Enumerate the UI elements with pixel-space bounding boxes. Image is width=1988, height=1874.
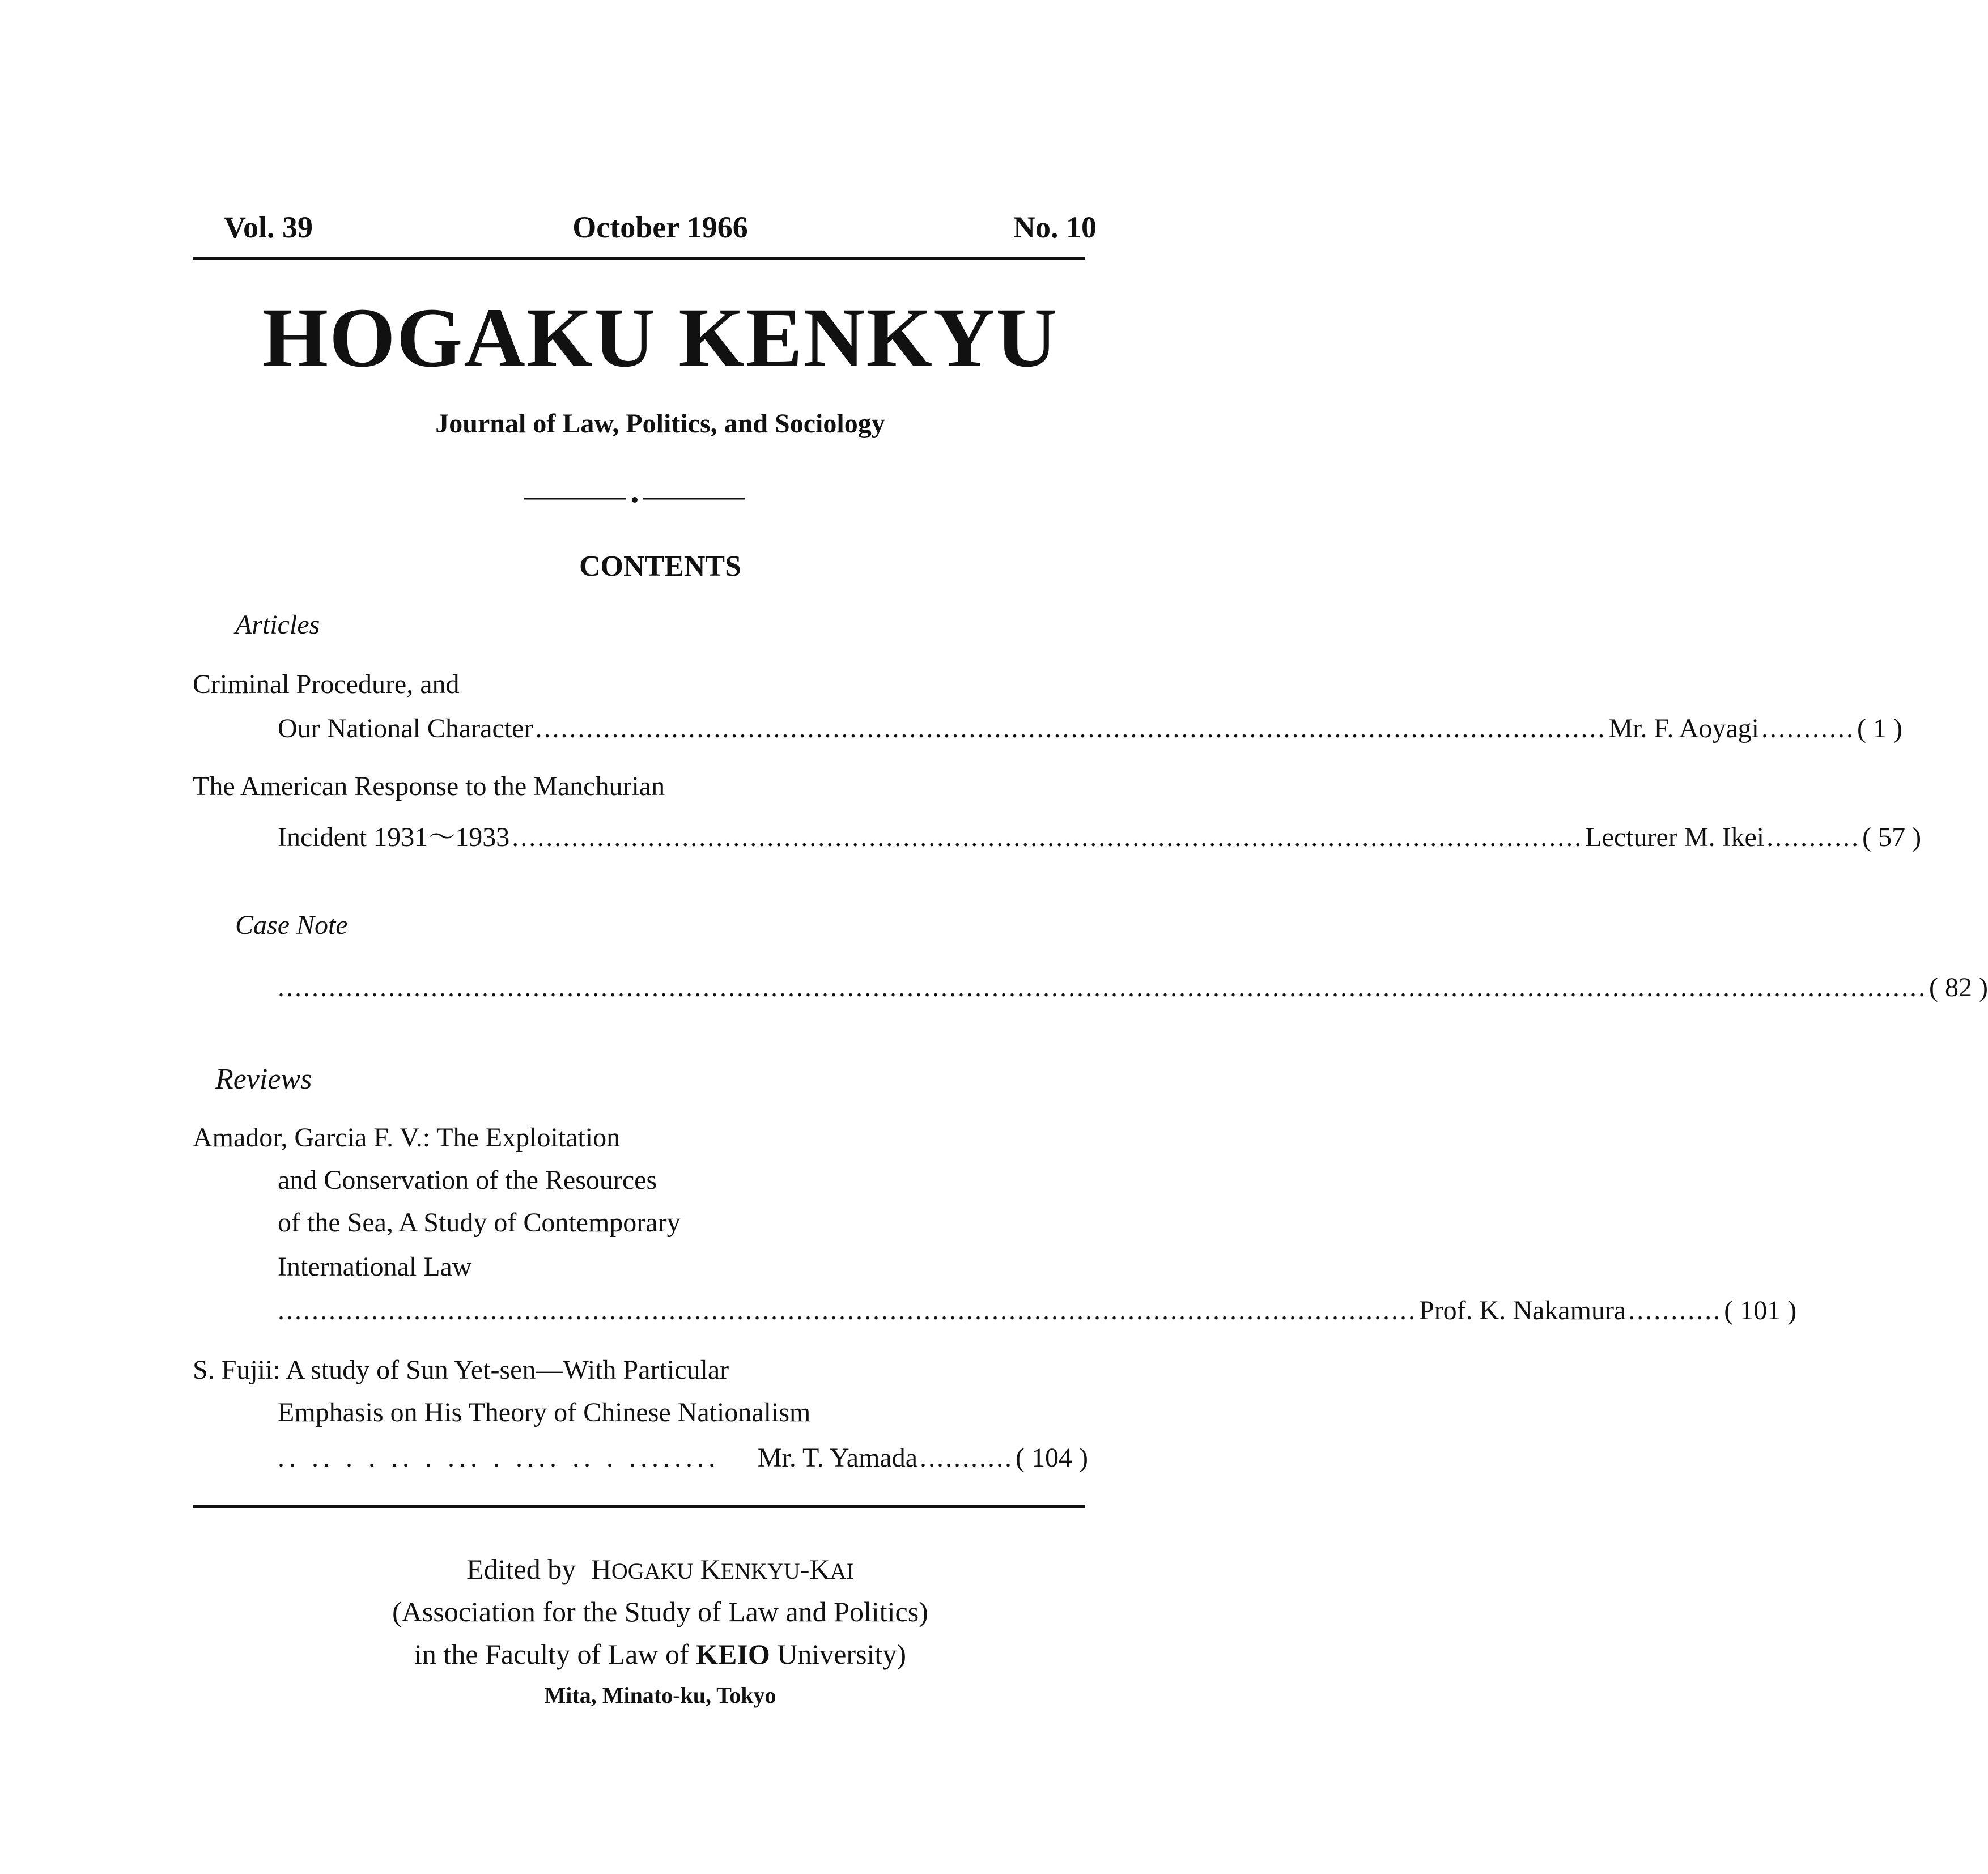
review-2-line1: S. Fujii: A study of Sun Yet-sen—With Particular: [193, 1355, 729, 1385]
case-note-heading: Case Note: [235, 910, 348, 940]
footer-address: Mita, Minato-ku, Tokyo: [544, 1682, 776, 1708]
leader-dots: ......................................................................................................................................: [278, 1295, 1417, 1325]
article-2-entry: [278, 815, 1922, 854]
leader-dots: .. .. . . .. . ... . .... .. . ........: [278, 1443, 720, 1473]
publisher-initial: K: [700, 1553, 721, 1585]
article-1-title-line2: Our National Character: [278, 713, 533, 743]
articles-heading: Articles: [235, 610, 320, 640]
review-2-author: Mr. T. Yamada: [757, 1443, 918, 1473]
publisher-name: [591, 1553, 854, 1585]
publisher-initial: -K: [800, 1553, 830, 1585]
case-note-page: ( 82 ): [1929, 972, 1988, 1002]
publisher-smallcaps: AI: [830, 1558, 854, 1584]
article-1-entry: [278, 713, 1902, 744]
article-2-title-line2: Incident 1931～1933: [278, 822, 510, 852]
reviews-heading: Reviews: [215, 1063, 312, 1095]
article-2-title-line1: The American Response to the Manchurian: [193, 771, 665, 801]
publisher-smallcaps: OGAKU: [611, 1558, 694, 1584]
review-1-line2: and Conservation of the Resources: [278, 1165, 657, 1195]
faculty-text-end: University): [777, 1638, 906, 1670]
review-1-author: Prof. K. Nakamura: [1419, 1295, 1626, 1325]
footer-faculty: [0, 1638, 1320, 1671]
journal-subtitle: Journal of Law, Politics, and Sociology: [435, 409, 885, 439]
review-2-page: ( 104 ): [1016, 1443, 1088, 1473]
issue-number: No. 10: [1013, 210, 1097, 244]
leader-dots: ...........: [1766, 822, 1860, 852]
volume-label: Vol. 39: [224, 210, 313, 244]
journal-title: HOGAKU KENKYU: [262, 291, 1059, 385]
leader-dots: ...........: [1628, 1295, 1722, 1325]
faculty-text: in the Faculty of Law of: [414, 1638, 689, 1670]
footer-edited-by: [0, 1553, 1320, 1586]
article-2-author: Lecturer M. Ikei: [1585, 822, 1765, 852]
review-1-line1: Amador, Garcia F. V.: The Exploitation: [193, 1123, 621, 1153]
header-rule: [193, 257, 1085, 260]
article-1-page: ( 1 ): [1857, 713, 1902, 743]
review-1-page: ( 101 ): [1724, 1295, 1797, 1325]
review-1-line3: of the Sea, A Study of Contemporary: [278, 1208, 681, 1238]
review-2-entry: [278, 1442, 1088, 1473]
leader-dots: ..............................................................................................................................: [535, 713, 1607, 743]
case-note-entry: [278, 972, 1988, 1003]
leader-dots: ...........: [920, 1443, 1014, 1473]
footer-association: (Association for the Study of Law and Politics): [392, 1596, 928, 1627]
leader-dots: ..................................................................................................................................................................................................: [278, 972, 1927, 1002]
review-1-entry: [278, 1295, 1797, 1326]
article-2-page: ( 57 ): [1862, 822, 1922, 852]
leader-dots: ...........: [1761, 713, 1855, 743]
article-1-author: Mr. F. Aoyagi: [1608, 713, 1759, 743]
university-name: KEIO: [696, 1638, 770, 1670]
edited-by-prefix: Edited by: [466, 1553, 576, 1585]
contents-heading: CONTENTS: [579, 550, 742, 583]
leader-dots: ..............................................................................................................................: [512, 822, 1583, 852]
review-1-line4: International Law: [278, 1252, 472, 1282]
publisher-initial: H: [591, 1553, 611, 1585]
issue-date: October 1966: [572, 210, 748, 244]
publisher-smallcaps: ENKYU: [720, 1558, 800, 1584]
ornament-divider: [524, 493, 745, 504]
article-1-title-line1: Criminal Procedure, and: [193, 669, 460, 699]
review-2-line2: Emphasis on His Theory of Chinese Nationalism: [278, 1397, 811, 1427]
footer-rule: [193, 1505, 1085, 1508]
